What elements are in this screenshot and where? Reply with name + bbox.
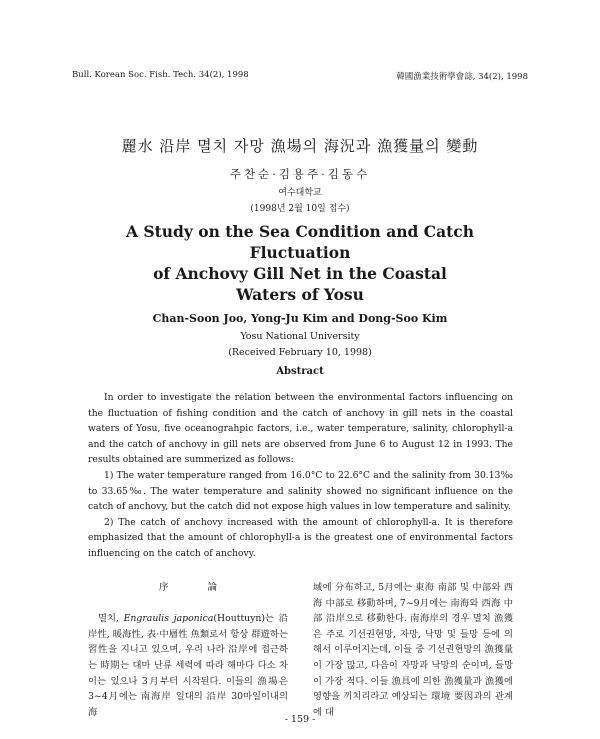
journal-header-korean: 韓國漁業技術學會誌, 34(2), 1998 — [396, 72, 528, 82]
english-received-date: (Received February 10, 1998) — [228, 347, 372, 358]
body-column-right — [313, 580, 513, 720]
korean-received-date: (1998년 2월 10일 접수) — [250, 204, 350, 214]
english-title — [60, 221, 540, 305]
body-paragraph — [88, 611, 288, 720]
species-name: Engraulis japonica — [123, 613, 214, 625]
body-text-prefix: 멸치, — [98, 613, 124, 625]
abstract-paragraph: 2) The catch of anchovy increased with the amount of chlorophyll-a. It is therefore emphasized that the amount of chlorophyll-a is the greatest one of environmental factors influencing on the catch of anchovy. — [88, 516, 513, 559]
korean-title: 麗水 沿岸 멸치 자망 漁場의 海況과 漁獲量의 變動 — [121, 137, 479, 155]
english-affiliation: Yosu National University — [240, 331, 360, 342]
english-authors: Chan-Soon Joo, Yong-Ju Kim and Dong-Soo Kim — [152, 312, 448, 325]
section-heading-introduction: 序 論 — [158, 582, 236, 593]
body-text: (Houttuyn)는 沿岸性, 暖海性, 表·中層性 魚類로서 항상 群遊하는 習性을 지니고 있으며, 우리 나라 沿岸에 접근하는 時期는 대마 난류 세력에 따라 해마다 다소 차이는 있으나 3月부터 시작된다. 이들의 漁場은 3~4月에는 南海岸 일대의 沿岸 30마일이내의 海 — [88, 613, 288, 718]
english-title-line: Fluctuation — [249, 243, 351, 262]
english-title-line: A Study on the Sea Condition and Catch — [126, 222, 474, 241]
body-column-left — [88, 580, 288, 720]
english-title-line: Waters of Yosu — [236, 285, 364, 304]
journal-header-english: Bull. Korean Soc. Fish. Tech. 34(2), 1998 — [72, 70, 249, 80]
abstract-heading: Abstract — [276, 366, 324, 377]
abstract-paragraph: In order to investigate the relation between the environmental factors influencing on the fluctuation of fishing condition and the catch of anchovy in gill nets in the coastal waters of Yosu, five oceanograhpic factors, i.e., water temperature, salinity, chlorophyll-a and the catch of anchovy in gill nets are observed from June 6 to August 12 in 1993. The results obtained are summerized as follows: — [88, 392, 513, 466]
english-title-line: of Anchovy Gill Net in the Coastal — [153, 264, 447, 283]
page-number: - 159 - — [284, 714, 316, 725]
body-paragraph: 域에 分布하고, 5月에는 東海 南部 및 中部와 西海 中部로 移動하며, 7~9月에는 南海와 西海 中部 沿岸으로 移動한다. 南海岸의 경우 멸치 漁獲은 주로 기선권현망, 자망, 낙망 및 들망 등에 의해서 이루어지는데, 이들 중 기선권현망의 漁獲量이 가장 많고, 다음이 자망과 낙망의 순이며, 들망이 가장 적다. 이들 漁具에 의한 漁獲量과 漁獲에 영향을 끼치리라고 예상되는 環境 要因과의 관계에 대 — [313, 582, 513, 718]
abstract-paragraph: 1) The water temperature ranged from 16.0°C to 22.6°C and the salinity from 30.13‰ to 33.65‰. The water temperature and salinity showed no significant influence on the catch of anchovy, but the catch did not expose high values in low temperature and salinity. — [88, 469, 513, 513]
korean-affiliation: 여수대학교 — [278, 188, 322, 198]
korean-authors: 주찬순·김용주·김동수 — [229, 167, 371, 181]
abstract-body — [88, 390, 513, 562]
